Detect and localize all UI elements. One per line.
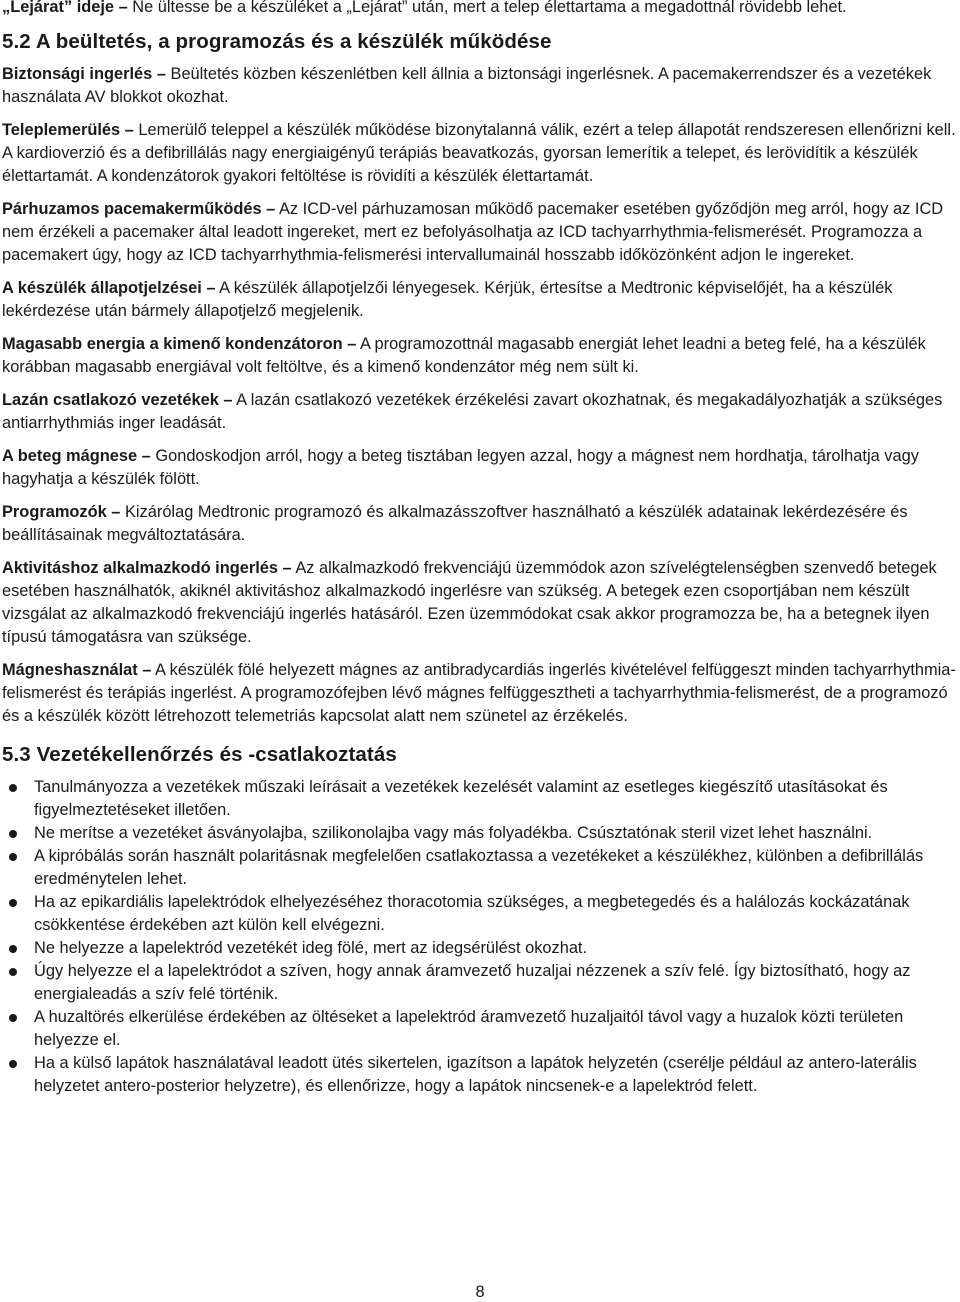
- entry-term: Programozók –: [2, 503, 121, 521]
- entry-text: A programozottnál magasabb energiát lehet leadni a beteg felé, ha a készülék korábban magasabb energiával volt feltöltve, és a kimenő kondenzátor még nem sült ki.: [2, 335, 926, 376]
- entry-term: „Lejárat” ideje –: [2, 0, 128, 16]
- entry-text: Lemerülő teleppel a készülék működése bizonytalanná válik, ezért a telep állapotát rendszeresen ellenőrizni kell. A kardioverzió és a defibrillálás nagy energiaigényű terápiás beavatkozás, gyorsan lemerítik a telepet, és lerövidítik a készülék élettartamát. A kondenzátorok gyakori feltöltése is rövidíti a készülék élettartamát.: [2, 121, 956, 185]
- list-item: [2, 1006, 956, 1052]
- warning-paragraph: [2, 63, 956, 109]
- list-item-text: Úgy helyezze el a lapelektródot a szíven, hogy annak áramvezető huzaljai nézzenek a szív felé. Így biztosítható, hogy az energialeadás a szív felé történik.: [34, 962, 911, 1003]
- warning-paragraph: [2, 557, 956, 649]
- warning-paragraph: [2, 659, 956, 728]
- section-5-3-bullet-list: [2, 776, 956, 1098]
- section-5-2-entries: [2, 63, 956, 728]
- list-item-text: A kipróbálás során használt polaritásnak megfelelően csatlakoztassa a vezetékeket a készülékhez, különben a defibrillálás eredménytelen lehet.: [34, 847, 924, 888]
- list-item: [2, 960, 956, 1006]
- entry-term: Magasabb energia a kimenő kondenzátoron –: [2, 335, 357, 353]
- bullet-icon: [9, 899, 17, 907]
- entry-term: A készülék állapotjelzései –: [2, 279, 216, 297]
- list-item: [2, 776, 956, 822]
- warning-paragraph: [2, 277, 956, 323]
- list-item-text: Ne helyezze a lapelektród vezetékét ideg fölé, mert az idegsérülést okozhat.: [34, 939, 588, 957]
- section-heading-5-2: 5.2 A beültetés, a programozás és a készülék működése: [2, 30, 552, 53]
- entry-term: Párhuzamos pacemakerműködés –: [2, 200, 276, 218]
- bullet-icon: [9, 830, 17, 838]
- entry-term: Aktivitáshoz alkalmazkodó ingerlés –: [2, 559, 292, 577]
- list-item: [2, 937, 956, 960]
- entry-text: Kizárólag Medtronic programozó és alkalmazásszoftver használható a készülék adatainak lekérdezésére és beállításainak megváltoztatására.: [2, 503, 908, 544]
- bullet-icon: [9, 945, 17, 953]
- page-number: 8: [475, 1283, 485, 1301]
- entry-term: Mágneshasználat –: [2, 661, 152, 679]
- entry-text: Az ICD-vel párhuzamosan működő pacemaker esetében győződjön meg arról, hogy az ICD nem érzékeli a pacemaker által leadott ingereket, mert ez befolyásolhatja az ICD tachyarrhythmia-felismerését. Programozza a pacemakert úgy, hogy az ICD tachyarrhythmia-felismerési intervallumainál hosszabb időközönként adjon le ingereket.: [2, 200, 944, 264]
- warning-paragraph: [2, 389, 956, 435]
- bullet-icon: [9, 784, 17, 792]
- entry-text: A készülék fölé helyezett mágnes az antibradycardiás ingerlés kivételével felfüggeszt minden tachyarrhythmia-felismerést és terápiás ingerlést. A programozófejben lévő mágnes felfüggesztheti a tachyarrhythmia-felismerést, de a programozó és a készülék között létrehozott telemetriás kapcsolat alatt nem szünetel az érzékelés.: [2, 661, 956, 725]
- list-item-text: Ha a külső lapátok használatával leadott ütés sikertelen, igazítson a lapátok helyzetén (cserélje például az antero-laterális helyzetet antero-posterior helyzetre), és ellenőrizze, hogy a lapátok nincsenek-e a lapelektród felett.: [34, 1054, 917, 1095]
- list-item-text: A huzaltörés elkerülése érdekében az öltéseket a lapelektród áramvezető huzaljaitól távol vagy a huzalok közti területen helyezze el.: [34, 1008, 904, 1049]
- warning-paragraph: [2, 119, 956, 188]
- bullet-icon: [9, 968, 17, 976]
- intro-paragraph: [2, 0, 956, 19]
- entry-text: Gondoskodjon arról, hogy a beteg tisztában legyen azzal, hogy a mágnest nem hordhatja, tárolhatja vagy hagyhatja a készülék fölött.: [2, 447, 919, 488]
- list-item: [2, 1052, 956, 1098]
- entry-text: A készülék állapotjelzői lényegesek. Kérjük, értesítse a Medtronic képviselőjét, ha a készülék lekérdezése után bármely állapotjelző megjelenik.: [2, 279, 893, 320]
- bullet-icon: [9, 1014, 17, 1022]
- entry-term: A beteg mágnese –: [2, 447, 151, 465]
- warning-paragraph: [2, 333, 956, 379]
- entry-term: Teleplemerülés –: [2, 121, 134, 139]
- list-item: [2, 822, 956, 845]
- warning-paragraph: [2, 501, 956, 547]
- entry-term: Lazán csatlakozó vezetékek –: [2, 391, 233, 409]
- document-body: [2, 0, 956, 1098]
- entry-text: Ne ültesse be a készüléket a „Lejárat” után, mert a telep élettartama a megadottnál rövidebb lehet.: [127, 0, 847, 16]
- entry-text: Az alkalmazkodó frekvenciájú üzemmódok azon szívelégtelenségben szenvedő betegek esetében használhatók, akiknél aktivitáshoz alkalmazkodó ingerlésre van szükség. A betegek ezen csoportjában nem készült vizsgálat az alkalmazkodó frekvenciájú ingerlés hatásáról. Ezen üzemmódokat csak akkor programozza be, ha a betegnek ilyen típusú támogatásra van szüksége.: [2, 559, 937, 646]
- section-heading-5-3: 5.3 Vezetékellenőrzés és -csatlakoztatás: [2, 743, 397, 766]
- bullet-icon: [9, 1060, 17, 1068]
- entry-text: A lazán csatlakozó vezetékek érzékelési zavart okozhatnak, és megakadályozhatják a szükséges antiarrhythmiás inger leadását.: [2, 391, 943, 432]
- warning-paragraph: [2, 198, 956, 267]
- entry-text: Beültetés közben készenlétben kell állnia a biztonsági ingerlésnek. A pacemakerrendszer és a vezetékek használata AV blokkot okozhat.: [2, 65, 932, 106]
- warning-paragraph: [2, 445, 956, 491]
- bullet-icon: [9, 853, 17, 861]
- list-item: [2, 891, 956, 937]
- list-item-text: Ne merítse a vezetéket ásványolajba, szilikonolajba vagy más folyadékba. Csúsztatónak steril vizet lehet használni.: [34, 824, 873, 842]
- list-item: [2, 845, 956, 891]
- list-item-text: Ha az epikardiális lapelektródok elhelyezéséhez thoracotomia szükséges, a megbetegedés és a halálozás kockázatának csökkentése érdekében azt külön kell elvégezni.: [34, 893, 910, 934]
- entry-term: Biztonsági ingerlés –: [2, 65, 166, 83]
- list-item-text: Tanulmányozza a vezetékek műszaki leírásait a vezetékek kezelését valamint az esetleges kiegészítő utasításokat és figyelmeztetéseket illetően.: [34, 778, 888, 819]
